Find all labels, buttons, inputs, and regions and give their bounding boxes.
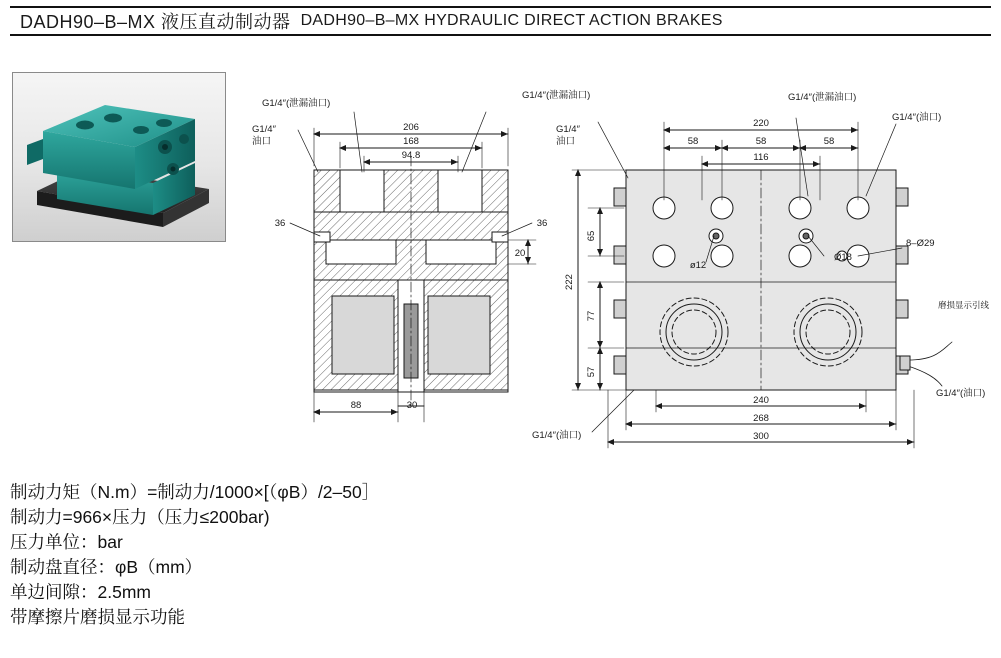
label-oil-port-right: G1/4″(油口) <box>892 112 942 123</box>
callout-hole-d12: ø12 <box>689 260 707 271</box>
spec-line-1: 制动力矩（N.m）=制动力/1000×[（φB）/2–50］ <box>10 482 380 502</box>
dim-side-116: 116 <box>753 152 769 163</box>
dim-side-220: 220 <box>753 118 769 129</box>
dim-side-58-a: 58 <box>687 136 699 147</box>
specification-list <box>10 480 710 630</box>
label-leak-port-1: G1/4″(泄漏油口) <box>262 98 331 109</box>
dim-front-94-8: 94.8 <box>401 150 421 161</box>
technical-drawing-svg <box>236 60 996 480</box>
technical-drawing <box>236 60 996 480</box>
spec-line-6: 带摩擦片磨损显示功能 <box>10 607 185 627</box>
callout-hole-d18: Ø18 <box>834 252 852 263</box>
label-oil-port-side: G1/4″(油口) <box>936 388 986 399</box>
product-photo <box>12 72 226 242</box>
label-oil-port-left-1: G1/4″ <box>252 124 276 135</box>
dim-front-30: 30 <box>406 400 418 411</box>
dim-side-222: 222 <box>564 274 575 290</box>
page-title-english: DADH90–B–MX HYDRAULIC DIRECT ACTION BRAKES <box>300 12 723 29</box>
product-photo-image <box>13 73 225 241</box>
callout-hole-count: 8–Ø29 <box>906 238 935 249</box>
dim-front-88: 88 <box>350 400 362 411</box>
spec-line-4: 制动盘直径：φB（mm） <box>10 557 203 577</box>
dim-side-58-c: 58 <box>823 136 835 147</box>
spec-line-3: 压力单位：bar <box>10 532 123 552</box>
dim-front-20: 20 <box>514 248 526 259</box>
label-wear-indicator: 磨损显示引线 <box>938 300 990 310</box>
dim-front-168: 168 <box>403 136 419 147</box>
dim-side-77: 77 <box>586 310 597 322</box>
label-leak-port-3: G1/4″(泄漏油口) <box>788 92 857 103</box>
label-leak-port-2: G1/4″(泄漏油口) <box>522 90 591 101</box>
page-title-bar <box>10 6 991 36</box>
dim-front-36-right: 36 <box>536 218 548 229</box>
label-oil-port-mid-1: G1/4″ <box>556 124 580 135</box>
dim-side-58-b: 58 <box>755 136 767 147</box>
spec-line-5: 单边间隙：2.5mm <box>10 582 151 602</box>
dim-side-268: 268 <box>753 413 769 424</box>
spec-line-2: 制动力=966×压力（压力≤200bar) <box>10 507 270 527</box>
dim-side-65: 65 <box>586 230 597 242</box>
dim-side-240: 240 <box>753 395 769 406</box>
page-title-chinese: DADH90–B–MX 液压直动制动器 <box>20 12 291 32</box>
dim-front-36-left: 36 <box>274 218 286 229</box>
dim-side-300: 300 <box>753 431 769 442</box>
dim-side-57: 57 <box>586 366 597 378</box>
dim-front-206: 206 <box>403 122 419 133</box>
label-oil-port-mid-2: 油口 <box>556 136 576 147</box>
label-oil-port-bottom: G1/4″(油口) <box>532 430 582 441</box>
label-oil-port-left-2: 油口 <box>252 136 272 147</box>
